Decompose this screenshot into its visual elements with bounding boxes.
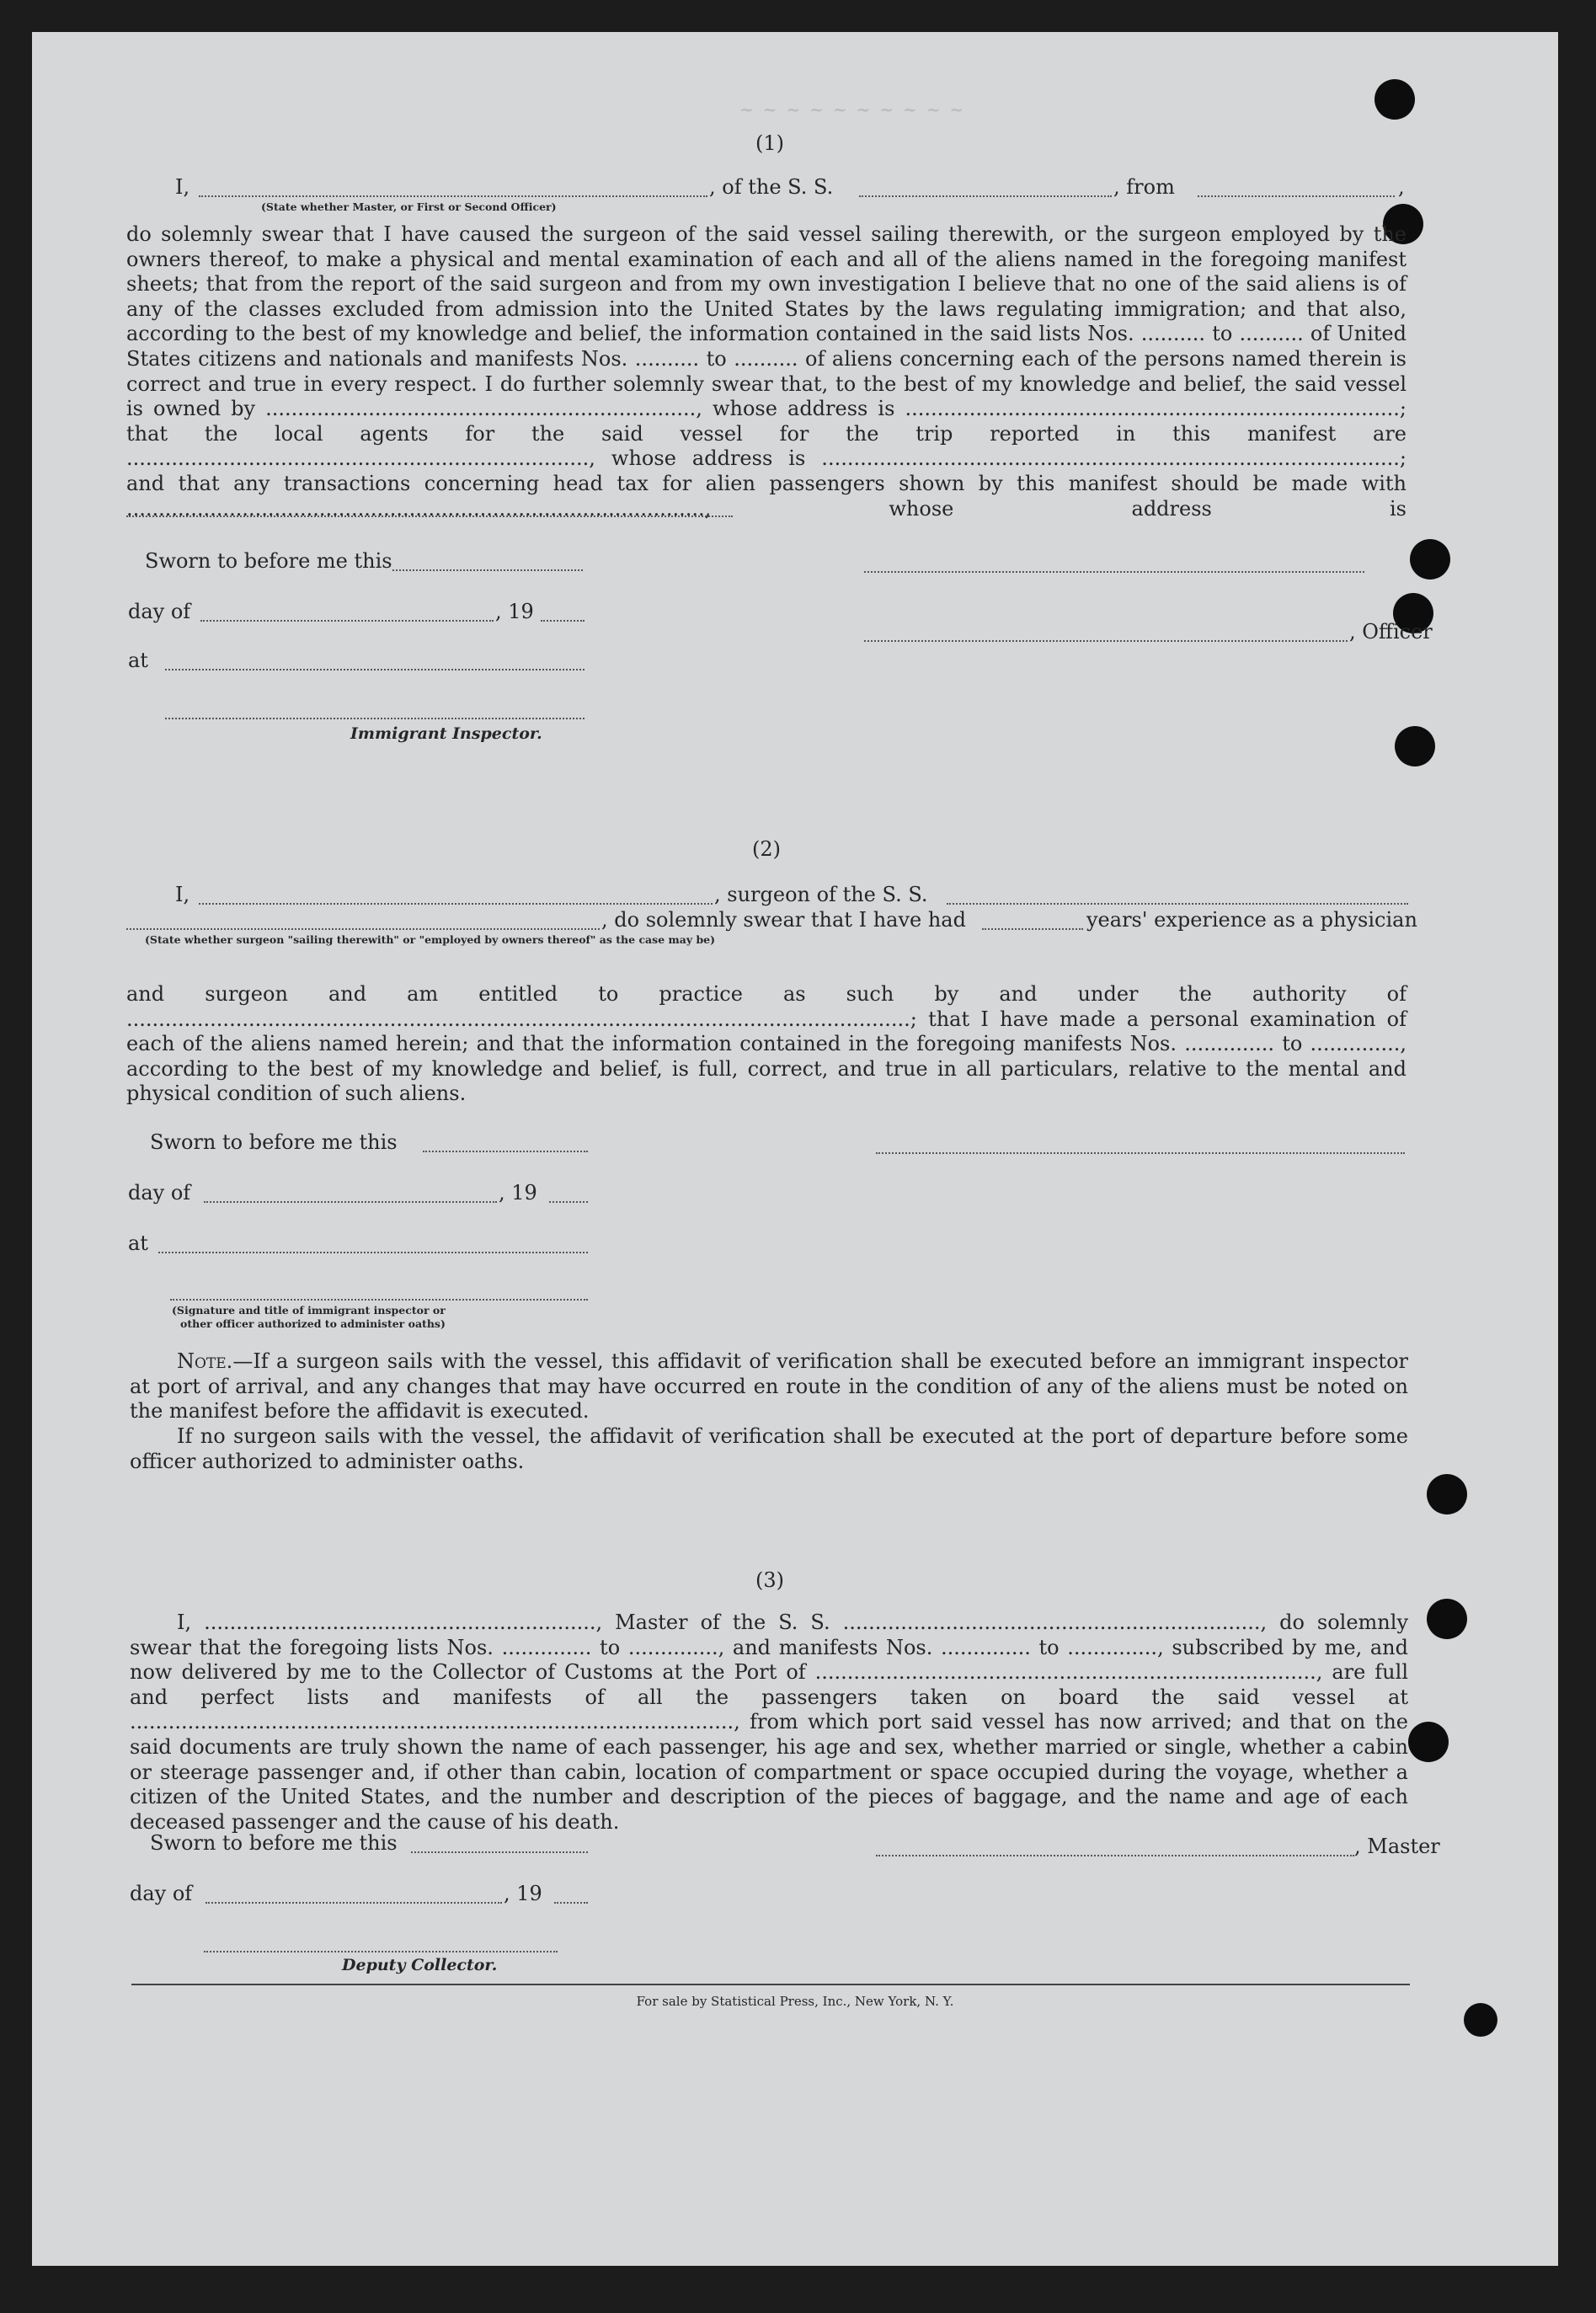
note-text-2: If no surgeon sails with the vessel, the affidavit of verification shall be executed at the port of departure before some officer authorized to administer oaths.	[130, 1424, 1408, 1473]
from-label: , from	[1113, 175, 1175, 199]
at-field-1[interactable]	[165, 669, 584, 670]
head-tax-address-field[interactable]	[126, 515, 733, 517]
surgeon-of-label: , surgeon of the S. S.	[714, 883, 928, 906]
officer-title-field[interactable]	[864, 640, 1348, 642]
signature-caption-1: (Signature and title of immigrant inspector or	[172, 1304, 446, 1317]
section-1-number: (1)	[755, 131, 784, 155]
master-label: , Master	[1354, 1835, 1440, 1858]
section-3-body: I, ............................................................., Master of the S. S. ................................................................., do solemnly swear that the foregoing lists Nos. .............. to .............., and manifests Nos. .............. to .............., subscribed by me, and now delivered by me to the Collector of Customs at the Port of .............................................................................., are full and perfect lists and manifests of all the passengers taken on board the said vessel at .............................................................................................., from which port said vessel has now arrived; and that on the said documents are truly shown the name of each passenger, his age and sex, whether married or single, whether a cabin or steerage passenger and, if other than cabin, location of compartment or space occupied during the voyage, whether a citizen of the United States, and the number and description of the pieces of baggage, and the name and age of each deceased passenger and the cause of his death.	[130, 1611, 1408, 1834]
section-3-paragraph	[130, 1611, 1408, 1835]
note-text-1: —If a surgeon sails with the vessel, this affidavit of verification shall be executed before an immigrant inspector at port of arrival, and any changes that may have occurred en route in the condition of any of the aliens must be noted on the manifest before the affidavit is executed.	[130, 1349, 1408, 1424]
at-field-2[interactable]	[158, 1252, 588, 1253]
note-paragraph-1	[130, 1349, 1408, 1424]
day-of-label-3: day of	[130, 1882, 193, 1905]
year-field-3[interactable]	[554, 1902, 588, 1904]
sworn-label-2: Sworn to before me this	[150, 1130, 398, 1154]
section-1-body: do solemnly swear that I have caused the surgeon of the said vessel sailing therewith, or the surgeon employed by the owners thereof, to make a physical and mental examination of each and all of the aliens named in the foregoing manifest sheets; that from the report of the said surgeon and from my own investigation I believe that no one of the said aliens is of any of the classes excluded from admission into the United States by the laws regulating immigration; and that also, according to the best of my knowledge and belief, the information contained in the said lists Nos. .......... to .......... of United States citizens and nationals and manifests Nos. .......... to .......... of aliens concerning each of the persons named therein is correct and true in every respect. I do further solemnly swear that, to the best of my knowledge and belief, the said vessel is owned by ..................................................................., whose address is .............................................................................; that the local agents for the said vessel for the trip reported in this manifest are ........................................................................, whose address is ..........................................................................................; and that any transactions concerning head tax for alien passengers shown by this manifest should be made with .........................................................................................., whose address is	[126, 222, 1407, 521]
officer-label: , Officer	[1349, 620, 1433, 644]
printer-imprint: For sale by Statistical Press, Inc., New York, N. Y.	[636, 1994, 954, 2009]
inspector-signature-field[interactable]	[165, 718, 584, 719]
section-2-number: (2)	[752, 837, 781, 861]
year-label-2: , 19	[499, 1181, 537, 1205]
sworn-label-1: Sworn to before me this	[145, 549, 392, 573]
swear-label: , do solemnly swear that I have had	[601, 908, 966, 932]
officer-signature-field[interactable]	[864, 571, 1364, 573]
surgeon-name-field[interactable]	[199, 903, 713, 905]
day-of-field-2[interactable]	[204, 1201, 497, 1203]
section-2-opening: I,	[175, 883, 190, 906]
day-of-label-2: day of	[128, 1181, 191, 1205]
section-3-number: (3)	[755, 1568, 784, 1592]
vessel-name-field[interactable]	[859, 195, 1112, 197]
bleed-through-text: ~ ~ ~ ~ ~ ~ ~ ~ ~ ~	[739, 99, 966, 120]
day-of-field-3[interactable]	[206, 1902, 502, 1904]
punch-hole	[1427, 1599, 1467, 1639]
departure-port-field[interactable]	[1198, 195, 1395, 197]
at-label-2: at	[128, 1231, 148, 1255]
inspector-caption: Immigrant Inspector.	[350, 724, 542, 743]
day-of-label-1: day of	[128, 600, 191, 623]
authorized-officer-signature-field[interactable]	[170, 1299, 588, 1301]
punch-hole	[1395, 726, 1435, 767]
section-2-body: and surgeon and am entitled to practice as such by and under the authority of ..........................................................................................................................; that I have made a personal examination of each of the aliens named herein; and that the information contained in the foregoing manifests Nos. .............. to .............., according to the best of my knowledge and belief, is full, correct, and true in all particulars, relative to the mental and physical condition of such aliens.	[126, 982, 1407, 1106]
surgeon-status-field[interactable]	[126, 928, 600, 930]
sworn-date-field-2[interactable]	[423, 1151, 588, 1152]
deputy-collector-signature-field[interactable]	[204, 1951, 558, 1952]
sworn-date-field-3[interactable]	[411, 1851, 588, 1853]
sworn-label-3: Sworn to before me this	[150, 1831, 398, 1855]
comma: ,	[1398, 175, 1405, 199]
year-field-2[interactable]	[549, 1201, 588, 1203]
years-label: years' experience as a physician	[1086, 908, 1417, 932]
collector-caption: Deputy Collector.	[342, 1956, 498, 1974]
footer-rule	[131, 1984, 1410, 1985]
officer-caption: (State whether Master, or First or Second Officer)	[261, 200, 557, 213]
of-ss-label: , of the S. S.	[709, 175, 834, 199]
officer-name-field[interactable]	[199, 195, 707, 197]
surgeon-signature-field[interactable]	[876, 1152, 1405, 1154]
year-label-1: , 19	[495, 600, 534, 623]
manifest-back-page	[32, 32, 1558, 2266]
years-experience-field[interactable]	[982, 928, 1083, 930]
day-of-field-1[interactable]	[200, 620, 494, 622]
surgeon-vessel-field[interactable]	[947, 903, 1408, 905]
sworn-date-field-1[interactable]	[392, 569, 583, 571]
year-label-3: , 19	[504, 1882, 542, 1905]
punch-hole	[1410, 539, 1450, 580]
at-label-1: at	[128, 649, 148, 672]
punch-hole	[1427, 1474, 1467, 1514]
master-signature-field[interactable]	[876, 1855, 1354, 1856]
note-label: Note.	[177, 1349, 233, 1373]
note-paragraph-2	[130, 1424, 1408, 1474]
punch-hole	[1374, 79, 1415, 120]
section-1-opening: I,	[175, 175, 190, 199]
signature-caption-2: other officer authorized to administer oaths)	[180, 1317, 446, 1330]
punch-hole	[1408, 1722, 1449, 1762]
year-field-1[interactable]	[541, 620, 584, 622]
surgeon-caption: (State whether surgeon "sailing therewith" or "employed by owners thereof" as the case may be)	[145, 933, 716, 946]
